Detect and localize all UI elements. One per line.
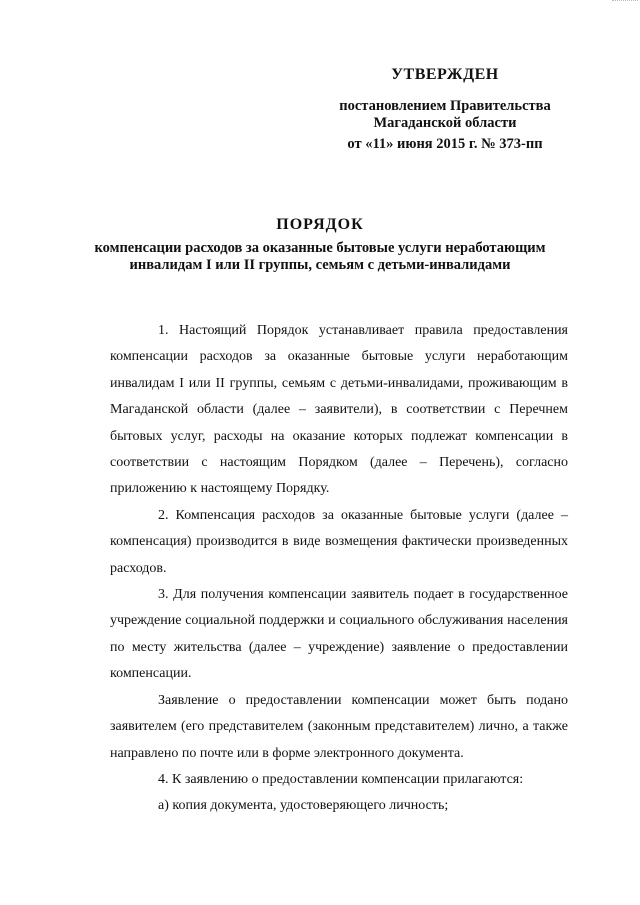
paragraph-6: а) копия документа, удостоверяющего личность; bbox=[158, 798, 449, 814]
approval-title: УТВЕРЖДЕН bbox=[391, 66, 499, 83]
document-subtitle-line-2: инвалидам I или II группы, семьям с детьми-инвалидами bbox=[129, 257, 511, 273]
paragraph-5: 4. К заявлению о предоставлении компенсации прилагаются: bbox=[158, 771, 524, 787]
approval-stamp bbox=[330, 66, 560, 153]
scan-corner-mark bbox=[612, 0, 638, 3]
document-body bbox=[110, 318, 568, 820]
paragraph-4: Заявление о предоставлении компенсации может быть подано заявителем (его представителем (законным представителем) лично, а также направлено по почте или в форме электронного документа. bbox=[110, 692, 568, 761]
document-title: ПОРЯДОК bbox=[276, 216, 364, 233]
approval-line-1: постановлением Правительства bbox=[339, 98, 551, 114]
approval-date-number: от «11» июня 2015 г. № 373-пп bbox=[347, 136, 543, 152]
paragraph-2: 2. Компенсация расходов за оказанные бытовые услуги (далее – компенсация) производится в виде возмещения фактически произведенных расходов. bbox=[110, 507, 568, 576]
approval-line-2: Магаданской области bbox=[373, 115, 517, 131]
document-subtitle bbox=[60, 240, 580, 274]
paragraph-1: 1. Настоящий Порядок устанавливает правила предоставления компенсации расходов за оказанные бытовые услуги неработающим инвалидам I или II группы, семьям с детьми-инвалидами, проживающим в Магаданской области (далее – заявители), в соответствии с Перечнем бытовых услуг, расходы на оказание которых подлежат компенсации в соответствии с настоящим Порядком (далее – Перечень), согласно приложению к настоящему Порядку. bbox=[110, 323, 568, 497]
document-subtitle-line-1: компенсации расходов за оказанные бытовые услуги неработающим bbox=[94, 240, 546, 256]
paragraph-3: 3. Для получения компенсации заявитель подает в государственное учреждение социальной поддержки и социального обслуживания населения по месту жительства (далее – учреждение) заявление о предоставлении компенсации. bbox=[110, 587, 568, 682]
